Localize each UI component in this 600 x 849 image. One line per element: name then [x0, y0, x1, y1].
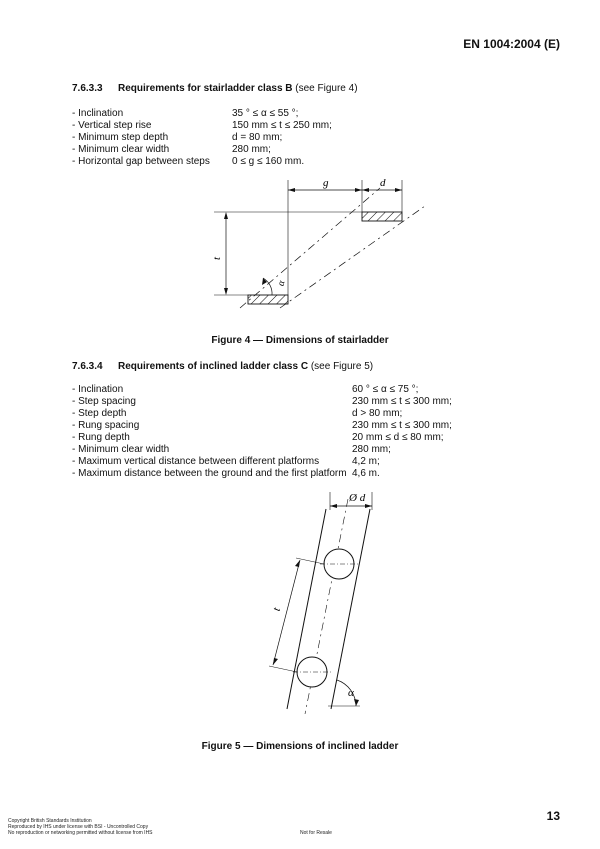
arrow-head	[354, 699, 359, 706]
footer-reproduced: Reproduced by IHS under license with BSI - Uncontrolled Copy	[8, 824, 149, 830]
t-dimension-line	[270, 560, 300, 665]
req-value: 4,6 m.	[352, 468, 380, 479]
section-c-ref: (see Figure 5)	[308, 361, 374, 372]
stringer-line	[280, 206, 425, 308]
footer-copyright: Copyright British Standards Institution	[8, 818, 92, 824]
req-value: d > 80 mm;	[352, 408, 403, 419]
req-b-row	[72, 156, 332, 168]
req-label: - Minimum step depth	[72, 132, 169, 143]
footer-copyright-block	[8, 818, 153, 836]
arrow-head	[295, 560, 300, 567]
t-label: t	[211, 256, 223, 260]
req-b-row	[72, 108, 332, 120]
stringer-line	[240, 188, 380, 308]
req-c-row	[72, 420, 452, 432]
req-value: 20 mm ≤ d ≤ 80 mm;	[352, 432, 444, 443]
diameter-label: Ø d	[349, 492, 366, 504]
ladder-rail	[331, 509, 370, 709]
section-b-ref: (see Figure 4)	[292, 83, 358, 94]
req-value: 4,2 m;	[352, 456, 380, 467]
req-label: - Inclination	[72, 108, 124, 119]
arrow-head	[330, 504, 337, 508]
g-label: g	[323, 177, 329, 189]
t-label: t	[270, 606, 284, 613]
section-c-requirements	[72, 384, 452, 480]
req-b-row	[72, 144, 332, 156]
req-label: - Minimum clear width	[72, 144, 170, 155]
arrow-head	[288, 188, 295, 192]
footer-no-reproduction: No reproduction or networking permitted without license from IHS	[8, 830, 153, 836]
footer-not-for-resale: Not for Resale	[300, 830, 332, 836]
arrow-head	[395, 188, 402, 192]
section-b-heading	[72, 83, 358, 94]
figure-4-caption: Figure 4 — Dimensions of stairladder	[211, 335, 389, 346]
req-c-row	[72, 408, 452, 420]
lower-step	[248, 295, 288, 304]
req-c-row	[72, 432, 452, 444]
d-label: d	[380, 177, 386, 189]
figure-5-inclined-ladder-diagram	[250, 484, 400, 729]
req-b-row	[72, 120, 332, 132]
req-c-row	[72, 384, 452, 396]
req-value: 230 mm ≤ t ≤ 300 mm;	[352, 396, 452, 407]
upper-step	[362, 212, 402, 221]
req-label: - Vertical step rise	[72, 120, 152, 131]
req-value: 280 mm;	[232, 144, 271, 155]
arrow-head	[224, 288, 228, 295]
req-label: - Maximum vertical distance between different platforms	[72, 456, 320, 467]
req-label: - Horizontal gap between steps	[72, 156, 210, 167]
req-label: - Minimum clear width	[72, 444, 170, 455]
upper-rung	[324, 549, 354, 579]
req-value: d = 80 mm;	[232, 132, 283, 143]
req-value: 35 ° ≤ α ≤ 55 °;	[232, 108, 299, 119]
section-c-number: 7.6.3.4	[72, 361, 103, 372]
arrow-head	[224, 212, 228, 219]
req-label: - Step depth	[72, 408, 127, 419]
req-label: - Rung spacing	[72, 420, 140, 431]
req-label: - Step spacing	[72, 396, 136, 407]
arrow-head	[365, 504, 372, 508]
req-c-row	[72, 444, 452, 456]
extension-line	[296, 558, 324, 564]
req-b-row	[72, 132, 332, 144]
arrow-head	[273, 658, 278, 665]
figure-5-caption: Figure 5 — Dimensions of inclined ladder	[201, 741, 399, 752]
standard-header: EN 1004:2004 (E)	[463, 37, 560, 51]
page-number: 13	[546, 809, 560, 823]
req-value: 150 mm ≤ t ≤ 250 mm;	[232, 120, 332, 131]
req-label: - Inclination	[72, 384, 124, 395]
req-label: - Maximum distance between the ground and the first platform	[72, 468, 347, 479]
arrow-head	[362, 188, 369, 192]
req-value: 0 ≤ g ≤ 160 mm.	[232, 156, 305, 167]
section-c-heading	[72, 361, 373, 372]
section-b-number: 7.6.3.3	[72, 83, 103, 94]
req-value: 60 ° ≤ α ≤ 75 °;	[352, 384, 419, 395]
extension-line	[269, 666, 297, 672]
req-c-row	[72, 456, 452, 468]
alpha-label: α	[275, 279, 288, 287]
req-c-row	[72, 396, 452, 408]
figure-4-stairladder-diagram	[200, 168, 440, 318]
arrow-head	[355, 188, 362, 192]
lower-rung	[297, 657, 327, 687]
req-c-row	[72, 468, 452, 480]
req-label: - Rung depth	[72, 432, 130, 443]
section-c-title: Requirements of inclined ladder class C	[118, 361, 309, 372]
alpha-label: α	[348, 687, 354, 699]
section-b-title: Requirements for stairladder class B	[118, 83, 293, 94]
req-value: 230 mm ≤ t ≤ 300 mm;	[352, 420, 452, 431]
section-b-requirements	[72, 108, 332, 168]
req-value: 280 mm;	[352, 444, 391, 455]
